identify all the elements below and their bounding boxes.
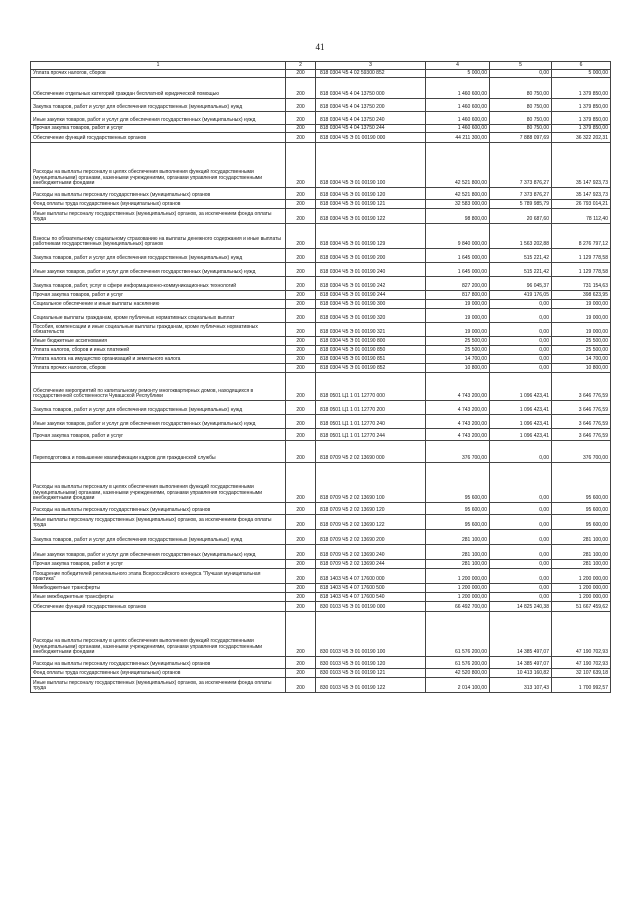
table-row — [31, 429, 611, 441]
row-rest-cell: 95 600,00 — [552, 463, 611, 503]
row-kbk-cell: 830 0103 Ч5 Э 01 00190 120 — [316, 657, 426, 669]
table-row — [31, 200, 611, 209]
row-rest-cell: 731 154,63 — [552, 277, 611, 291]
row-kbk-cell: 818 0304 Ч5 4 02 59300 852 — [316, 70, 426, 78]
row-plan-cell: 61 576 200,00 — [426, 657, 490, 669]
row-code-cell: 200 — [286, 133, 316, 143]
row-code-cell: 200 — [286, 112, 316, 125]
table-row — [31, 612, 611, 657]
table-row — [31, 143, 611, 188]
row-rest-cell: 26 793 014,21 — [552, 200, 611, 209]
table-row — [31, 70, 611, 78]
page-number: 41 — [315, 42, 325, 52]
row-code-cell: 200 — [286, 669, 316, 678]
row-name-cell: Уплата прочих налогов, сборов — [31, 364, 286, 373]
row-plan-cell: 19 000,00 — [426, 323, 490, 337]
row-plan-cell: 32 583 000,00 — [426, 200, 490, 209]
row-kbk-cell: 818 0501 Ц1 1 01 12770 200 — [316, 401, 426, 415]
row-kbk-cell: 818 0709 Ч5 2 02 13690 000 — [316, 441, 426, 463]
row-rest-cell: 281 100,00 — [552, 530, 611, 545]
row-code-cell: 200 — [286, 346, 316, 355]
table-row — [31, 373, 611, 401]
row-code-cell: 200 — [286, 323, 316, 337]
header-cell: 1 — [31, 62, 286, 70]
row-name-cell: Иные закупки товаров, работ и услуг для обеспечения государственных (муниципальных) нужд — [31, 545, 286, 560]
row-code-cell: 200 — [286, 657, 316, 669]
row-plan-cell: 1 460 600,00 — [426, 78, 490, 99]
row-name-cell: Расходы на выплаты персоналу государственных (муниципальных) органов — [31, 503, 286, 515]
table-row — [31, 346, 611, 355]
table-row — [31, 99, 611, 112]
row-rest-cell: 5 000,00 — [552, 70, 611, 78]
row-plan-cell: 1 460 600,00 — [426, 99, 490, 112]
table-row — [31, 209, 611, 224]
row-kbk-cell: 818 0304 Ч5 Э 01 00190 320 — [316, 309, 426, 323]
row-code-cell: 200 — [286, 78, 316, 99]
row-plan-cell: 376 700,00 — [426, 441, 490, 463]
row-kbk-cell: 818 0304 Ч5 Э 01 00190 240 — [316, 263, 426, 277]
row-kbk-cell: 818 0304 Ч5 Э 01 00190 000 — [316, 133, 426, 143]
row-done-cell: 14 385 497,07 — [490, 612, 552, 657]
table-row — [31, 78, 611, 99]
table-row — [31, 309, 611, 323]
row-code-cell: 200 — [286, 515, 316, 530]
budget-execution-table — [30, 61, 611, 693]
row-name-cell: Фонд оплаты труда государственных (муниципальных) органов — [31, 669, 286, 678]
row-kbk-cell: 818 0304 Ч5 Э 01 00190 321 — [316, 323, 426, 337]
row-plan-cell: 1 460 600,00 — [426, 112, 490, 125]
row-name-cell: Социальные выплаты гражданам, кроме публичных нормативных социальных выплат — [31, 309, 286, 323]
row-plan-cell: 281 100,00 — [426, 545, 490, 560]
row-name-cell: Расходы на выплаты персоналу в целях обеспечения выполнения функций государственными (муниципальными) органами, казенными учреждениями, органами управления государственными внебюджетными фондами — [31, 612, 286, 657]
row-kbk-cell: 830 0103 Ч5 Э 01 00190 100 — [316, 612, 426, 657]
table-row — [31, 133, 611, 143]
row-done-cell: 515 221,42 — [490, 263, 552, 277]
row-kbk-cell: 818 0709 Ч5 2 02 13690 100 — [316, 463, 426, 503]
row-rest-cell: 1 379 850,00 — [552, 78, 611, 99]
header-cell: 4 — [426, 62, 490, 70]
row-code-cell: 200 — [286, 300, 316, 309]
row-done-cell: 0,00 — [490, 346, 552, 355]
table-row — [31, 602, 611, 612]
row-done-cell: 0,00 — [490, 441, 552, 463]
row-done-cell: 0,00 — [490, 337, 552, 346]
row-done-cell: 0,00 — [490, 593, 552, 602]
row-done-cell: 0,00 — [490, 515, 552, 530]
row-rest-cell: 1 379 850,00 — [552, 125, 611, 133]
row-name-cell: Иные закупки товаров, работ и услуг для обеспечения государственных (муниципальных) нужд — [31, 112, 286, 125]
row-name-cell: Поощрение победителей регионального этапа Всероссийского конкурса "Лучшая муниципальная практика" — [31, 569, 286, 584]
row-code-cell: 200 — [286, 463, 316, 503]
row-done-cell: 0,00 — [490, 355, 552, 364]
row-code-cell: 200 — [286, 373, 316, 401]
row-kbk-cell: 818 0709 Ч5 2 02 13690 240 — [316, 545, 426, 560]
row-plan-cell: 281 100,00 — [426, 530, 490, 545]
row-code-cell: 200 — [286, 249, 316, 263]
row-kbk-cell: 818 0304 Ч5 4 04 13750 240 — [316, 112, 426, 125]
row-done-cell: 0,00 — [490, 530, 552, 545]
row-plan-cell: 14 700,00 — [426, 355, 490, 364]
row-plan-cell: 98 800,00 — [426, 209, 490, 224]
row-name-cell: Иные выплаты персоналу государственных (муниципальных) органов, за исключением фонда оплаты труда — [31, 678, 286, 693]
row-code-cell: 200 — [286, 291, 316, 300]
row-name-cell: Иные бюджетные ассигнования — [31, 337, 286, 346]
row-rest-cell: 1 129 778,58 — [552, 249, 611, 263]
table-header-row — [31, 62, 611, 70]
row-done-cell: 80 750,00 — [490, 78, 552, 99]
row-code-cell: 200 — [286, 364, 316, 373]
row-plan-cell: 44 211 300,00 — [426, 133, 490, 143]
row-rest-cell: 19 000,00 — [552, 300, 611, 309]
row-rest-cell: 47 190 702,93 — [552, 657, 611, 669]
row-name-cell: Расходы на выплаты персоналу государственных (муниципальных) органов — [31, 657, 286, 669]
row-done-cell: 96 045,37 — [490, 277, 552, 291]
row-kbk-cell: 818 0304 Ч5 Э 01 00190 121 — [316, 200, 426, 209]
row-plan-cell: 1 200 000,00 — [426, 569, 490, 584]
row-plan-cell: 95 600,00 — [426, 463, 490, 503]
row-plan-cell: 281 100,00 — [426, 560, 490, 569]
row-name-cell: Закупка товаров, работ и услуг для обеспечения государственных (муниципальных) нужд — [31, 99, 286, 112]
row-name-cell: Прочая закупка товаров, работ и услуг — [31, 125, 286, 133]
row-code-cell: 200 — [286, 337, 316, 346]
row-plan-cell: 66 492 700,00 — [426, 602, 490, 612]
row-kbk-cell: 818 0709 Ч5 2 02 13690 122 — [316, 515, 426, 530]
table-row — [31, 669, 611, 678]
row-name-cell: Обеспечение отдельных категорий граждан бесплатной юридической помощью — [31, 78, 286, 99]
row-name-cell: Межбюджетные трансферты — [31, 584, 286, 593]
row-rest-cell: 281 100,00 — [552, 545, 611, 560]
row-rest-cell: 95 600,00 — [552, 503, 611, 515]
row-plan-cell: 42 521 800,00 — [426, 143, 490, 188]
table-row — [31, 263, 611, 277]
row-rest-cell: 8 276 797,12 — [552, 224, 611, 249]
row-name-cell: Прочая закупка товаров, работ и услуг — [31, 560, 286, 569]
row-plan-cell: 5 000,00 — [426, 70, 490, 78]
row-code-cell: 200 — [286, 70, 316, 78]
header-cell: 5 — [490, 62, 552, 70]
row-kbk-cell: 818 0304 Ч5 4 04 13750 244 — [316, 125, 426, 133]
row-done-cell: 5 789 985,79 — [490, 200, 552, 209]
row-plan-cell: 95 600,00 — [426, 503, 490, 515]
row-rest-cell: 281 100,00 — [552, 560, 611, 569]
header-cell: 6 — [552, 62, 611, 70]
table-row — [31, 503, 611, 515]
row-name-cell: Уплата прочих налогов, сборов — [31, 70, 286, 78]
row-kbk-cell: 818 0304 Ч5 Э 01 00190 851 — [316, 355, 426, 364]
row-done-cell: 14 825 240,38 — [490, 602, 552, 612]
table-row — [31, 463, 611, 503]
row-done-cell: 0,00 — [490, 569, 552, 584]
row-done-cell: 0,00 — [490, 323, 552, 337]
row-code-cell: 200 — [286, 429, 316, 441]
row-plan-cell: 827 200,00 — [426, 277, 490, 291]
row-rest-cell: 51 667 459,62 — [552, 602, 611, 612]
row-name-cell: Закупка товаров, работ и услуг для обеспечения государственных (муниципальных) нужд — [31, 249, 286, 263]
row-kbk-cell: 818 0304 Ч5 Э 01 00190 800 — [316, 337, 426, 346]
row-code-cell: 200 — [286, 602, 316, 612]
table-row — [31, 112, 611, 125]
row-kbk-cell: 818 0304 Ч5 Э 01 00190 244 — [316, 291, 426, 300]
row-plan-cell: 1 200 000,00 — [426, 593, 490, 602]
table-row — [31, 355, 611, 364]
table-row — [31, 300, 611, 309]
row-name-cell: Социальное обеспечение и иные выплаты населению — [31, 300, 286, 309]
row-kbk-cell: 818 0304 Ч5 Э 01 00190 200 — [316, 249, 426, 263]
row-code-cell: 200 — [286, 678, 316, 693]
row-kbk-cell: 818 0501 Ц1 1 01 12770 000 — [316, 373, 426, 401]
row-kbk-cell: 818 0304 Ч5 Э 01 00190 852 — [316, 364, 426, 373]
row-done-cell: 0,00 — [490, 309, 552, 323]
row-rest-cell: 47 190 702,93 — [552, 612, 611, 657]
row-code-cell: 200 — [286, 593, 316, 602]
table-row — [31, 657, 611, 669]
table-row — [31, 188, 611, 200]
row-name-cell: Иные выплаты персоналу государственных (муниципальных) органов, за исключением фонда оплаты труда — [31, 209, 286, 224]
table-row — [31, 277, 611, 291]
row-rest-cell: 3 646 776,59 — [552, 373, 611, 401]
row-plan-cell: 25 500,00 — [426, 337, 490, 346]
row-kbk-cell: 818 0501 Ц1 1 01 12770 244 — [316, 429, 426, 441]
row-rest-cell: 35 147 923,73 — [552, 143, 611, 188]
row-name-cell: Обеспечение функций государственных органов — [31, 133, 286, 143]
row-plan-cell: 9 840 000,00 — [426, 224, 490, 249]
row-name-cell: Иные выплаты персоналу государственных (муниципальных) органов, за исключением фонда оплаты труда — [31, 515, 286, 530]
row-kbk-cell: 818 0304 Ч5 Э 01 00190 850 — [316, 346, 426, 355]
row-rest-cell: 1 200 000,00 — [552, 569, 611, 584]
row-name-cell: Иные закупки товаров, работ и услуг для обеспечения государственных (муниципальных) нужд — [31, 263, 286, 277]
row-done-cell: 14 385 497,07 — [490, 657, 552, 669]
row-rest-cell: 19 000,00 — [552, 309, 611, 323]
row-done-cell: 0,00 — [490, 463, 552, 503]
row-name-cell: Закупка товаров, работ и услуг для обеспечения государственных (муниципальных) нужд — [31, 530, 286, 545]
table-row — [31, 323, 611, 337]
row-code-cell: 200 — [286, 209, 316, 224]
row-name-cell: Взносы по обязательному социальному страхованию на выплаты денежного содержания и иные выплаты работникам государственных (муниципальных) органов — [31, 224, 286, 249]
row-done-cell: 7 373 876,27 — [490, 143, 552, 188]
row-code-cell: 200 — [286, 355, 316, 364]
row-rest-cell: 14 700,00 — [552, 355, 611, 364]
row-rest-cell: 1 700 992,57 — [552, 678, 611, 693]
row-name-cell: Расходы на выплаты персоналу в целях обеспечения выполнения функций государственными (муниципальными) органами, казенными учреждениями, органами управления государственными внебюджетными фондами — [31, 143, 286, 188]
table-row — [31, 515, 611, 530]
row-code-cell: 200 — [286, 188, 316, 200]
row-name-cell: Расходы на выплаты персоналу государственных (муниципальных) органов — [31, 188, 286, 200]
row-name-cell: Прочая закупка товаров, работ и услуг — [31, 429, 286, 441]
table-row — [31, 291, 611, 300]
row-kbk-cell: 818 0304 Ч5 Э 01 00190 300 — [316, 300, 426, 309]
row-rest-cell: 376 700,00 — [552, 441, 611, 463]
row-plan-cell: 42 521 800,00 — [426, 188, 490, 200]
row-done-cell: 1 096 423,41 — [490, 373, 552, 401]
row-code-cell: 200 — [286, 263, 316, 277]
row-done-cell: 1 096 423,41 — [490, 429, 552, 441]
row-done-cell: 0,00 — [490, 545, 552, 560]
row-code-cell: 200 — [286, 560, 316, 569]
row-name-cell: Пособия, компенсации и иные социальные выплаты гражданам, кроме публичных нормативных обязательств — [31, 323, 286, 337]
table-row — [31, 401, 611, 415]
row-name-cell: Уплата налога на имущество организаций и земельного налога — [31, 355, 286, 364]
table-row — [31, 364, 611, 373]
row-done-cell: 7 373 876,27 — [490, 188, 552, 200]
row-name-cell: Иные закупки товаров, работ и услуг для обеспечения государственных (муниципальных) нужд — [31, 415, 286, 429]
row-kbk-cell: 818 0709 Ч5 2 02 13690 120 — [316, 503, 426, 515]
header-cell: 3 — [316, 62, 426, 70]
row-plan-cell: 2 014 100,00 — [426, 678, 490, 693]
row-kbk-cell: 818 0304 Ч5 Э 01 00190 129 — [316, 224, 426, 249]
header-cell: 2 — [286, 62, 316, 70]
row-code-cell: 200 — [286, 569, 316, 584]
row-plan-cell: 95 600,00 — [426, 515, 490, 530]
row-plan-cell: 42 520 800,00 — [426, 669, 490, 678]
row-done-cell: 10 413 160,82 — [490, 669, 552, 678]
row-kbk-cell: 830 0103 Ч5 Э 01 00190 000 — [316, 602, 426, 612]
row-plan-cell: 25 500,00 — [426, 346, 490, 355]
row-kbk-cell: 830 0103 Ч5 Э 01 00190 122 — [316, 678, 426, 693]
row-done-cell: 80 750,00 — [490, 112, 552, 125]
row-name-cell: Закупка товаров, работ и услуг для обеспечения государственных (муниципальных) нужд — [31, 401, 286, 415]
row-done-cell: 515 221,42 — [490, 249, 552, 263]
row-rest-cell: 398 623,95 — [552, 291, 611, 300]
row-plan-cell: 4 743 200,00 — [426, 429, 490, 441]
row-code-cell: 200 — [286, 143, 316, 188]
row-rest-cell: 1 200 000,00 — [552, 593, 611, 602]
row-plan-cell: 4 743 200,00 — [426, 401, 490, 415]
row-rest-cell: 3 646 776,59 — [552, 401, 611, 415]
row-plan-cell: 19 000,00 — [426, 300, 490, 309]
row-done-cell: 80 750,00 — [490, 99, 552, 112]
table-row — [31, 678, 611, 693]
row-kbk-cell: 818 0304 Ч5 Э 01 00190 120 — [316, 188, 426, 200]
row-done-cell: 20 687,60 — [490, 209, 552, 224]
row-name-cell: Переподготовка и повышение квалификации кадров для гражданской службы — [31, 441, 286, 463]
table-row — [31, 224, 611, 249]
row-done-cell: 1 096 423,41 — [490, 415, 552, 429]
row-code-cell: 200 — [286, 545, 316, 560]
row-kbk-cell: 818 0304 Ч5 Э 01 00190 100 — [316, 143, 426, 188]
table-row — [31, 545, 611, 560]
row-plan-cell: 1 645 000,00 — [426, 263, 490, 277]
row-rest-cell: 35 147 923,73 — [552, 188, 611, 200]
row-kbk-cell: 818 0304 Ч5 Э 01 00190 122 — [316, 209, 426, 224]
row-plan-cell: 1 460 600,00 — [426, 125, 490, 133]
row-rest-cell: 1 379 850,00 — [552, 99, 611, 112]
row-done-cell: 1 096 423,41 — [490, 401, 552, 415]
table-row — [31, 337, 611, 346]
row-rest-cell: 95 600,00 — [552, 515, 611, 530]
row-plan-cell: 817 800,00 — [426, 291, 490, 300]
row-kbk-cell: 818 0709 Ч5 2 02 13690 200 — [316, 530, 426, 545]
row-name-cell: Прочая закупка товаров, работ и услуг — [31, 291, 286, 300]
row-done-cell: 80 750,00 — [490, 125, 552, 133]
row-name-cell: Расходы на выплаты персоналу в целях обеспечения выполнения функций государственными (муниципальными) органами, казенными учреждениями, органами управления государственными внебюджетными фондами — [31, 463, 286, 503]
row-code-cell: 200 — [286, 200, 316, 209]
row-plan-cell: 4 743 200,00 — [426, 373, 490, 401]
row-kbk-cell: 818 0709 Ч5 2 02 13690 244 — [316, 560, 426, 569]
table-row — [31, 125, 611, 133]
row-done-cell: 1 563 202,88 — [490, 224, 552, 249]
table-row — [31, 584, 611, 593]
table-row — [31, 593, 611, 602]
row-code-cell: 200 — [286, 584, 316, 593]
row-kbk-cell: 818 1403 Ч5 4 07 17600 500 — [316, 584, 426, 593]
row-done-cell: 0,00 — [490, 70, 552, 78]
row-rest-cell: 32 107 639,18 — [552, 669, 611, 678]
row-code-cell: 200 — [286, 277, 316, 291]
row-done-cell: 0,00 — [490, 503, 552, 515]
row-done-cell: 0,00 — [490, 584, 552, 593]
row-plan-cell: 1 200 000,00 — [426, 584, 490, 593]
table-row — [31, 530, 611, 545]
row-rest-cell: 10 800,00 — [552, 364, 611, 373]
row-kbk-cell: 818 1403 Ч5 4 07 17600 000 — [316, 569, 426, 584]
row-done-cell: 7 888 097,69 — [490, 133, 552, 143]
row-kbk-cell: 830 0103 Ч5 Э 01 00190 121 — [316, 669, 426, 678]
row-name-cell: Уплата налогов, сборов и иных платежей — [31, 346, 286, 355]
row-code-cell: 200 — [286, 401, 316, 415]
row-rest-cell: 3 646 776,59 — [552, 429, 611, 441]
row-kbk-cell: 818 1403 Ч5 4 07 17600 540 — [316, 593, 426, 602]
row-plan-cell: 1 645 000,00 — [426, 249, 490, 263]
row-rest-cell: 1 200 000,00 — [552, 584, 611, 593]
row-code-cell: 200 — [286, 224, 316, 249]
row-done-cell: 0,00 — [490, 300, 552, 309]
row-name-cell: Закупка товаров, работ, услуг в сфере информационно-коммуникационных технологий — [31, 277, 286, 291]
row-code-cell: 200 — [286, 503, 316, 515]
row-code-cell: 200 — [286, 125, 316, 133]
row-plan-cell: 4 743 200,00 — [426, 415, 490, 429]
row-rest-cell: 25 500,00 — [552, 346, 611, 355]
row-name-cell: Обеспечение мероприятий по капитальному ремонту многоквартирных домов, находящихся в государственной собственности Чувашской Республики — [31, 373, 286, 401]
table-row — [31, 441, 611, 463]
row-plan-cell: 10 800,00 — [426, 364, 490, 373]
row-kbk-cell: 818 0304 Ч5 4 04 13750 000 — [316, 78, 426, 99]
row-plan-cell: 19 000,00 — [426, 309, 490, 323]
row-rest-cell: 25 500,00 — [552, 337, 611, 346]
row-code-cell: 200 — [286, 441, 316, 463]
row-name-cell: Обеспечение функций государственных органов — [31, 602, 286, 612]
row-done-cell: 0,00 — [490, 560, 552, 569]
row-rest-cell: 36 322 202,31 — [552, 133, 611, 143]
row-kbk-cell: 818 0501 Ц1 1 01 12770 240 — [316, 415, 426, 429]
row-kbk-cell: 818 0304 Ч5 Э 01 00190 242 — [316, 277, 426, 291]
row-rest-cell: 19 000,00 — [552, 323, 611, 337]
table-row — [31, 249, 611, 263]
row-code-cell: 200 — [286, 99, 316, 112]
row-code-cell: 200 — [286, 415, 316, 429]
row-name-cell: Фонд оплаты труда государственных (муниципальных) органов — [31, 200, 286, 209]
row-done-cell: 0,00 — [490, 364, 552, 373]
table-row — [31, 569, 611, 584]
row-code-cell: 200 — [286, 530, 316, 545]
row-name-cell: Иные межбюджетные трансферты — [31, 593, 286, 602]
row-rest-cell: 3 646 776,59 — [552, 415, 611, 429]
row-code-cell: 200 — [286, 309, 316, 323]
table-row — [31, 415, 611, 429]
row-rest-cell: 1 129 778,58 — [552, 263, 611, 277]
table-row — [31, 560, 611, 569]
row-kbk-cell: 818 0304 Ч5 4 04 13750 200 — [316, 99, 426, 112]
row-code-cell: 200 — [286, 612, 316, 657]
row-plan-cell: 61 576 200,00 — [426, 612, 490, 657]
row-done-cell: 313 107,43 — [490, 678, 552, 693]
row-done-cell: 419 176,05 — [490, 291, 552, 300]
row-rest-cell: 1 379 850,00 — [552, 112, 611, 125]
row-rest-cell: 78 112,40 — [552, 209, 611, 224]
